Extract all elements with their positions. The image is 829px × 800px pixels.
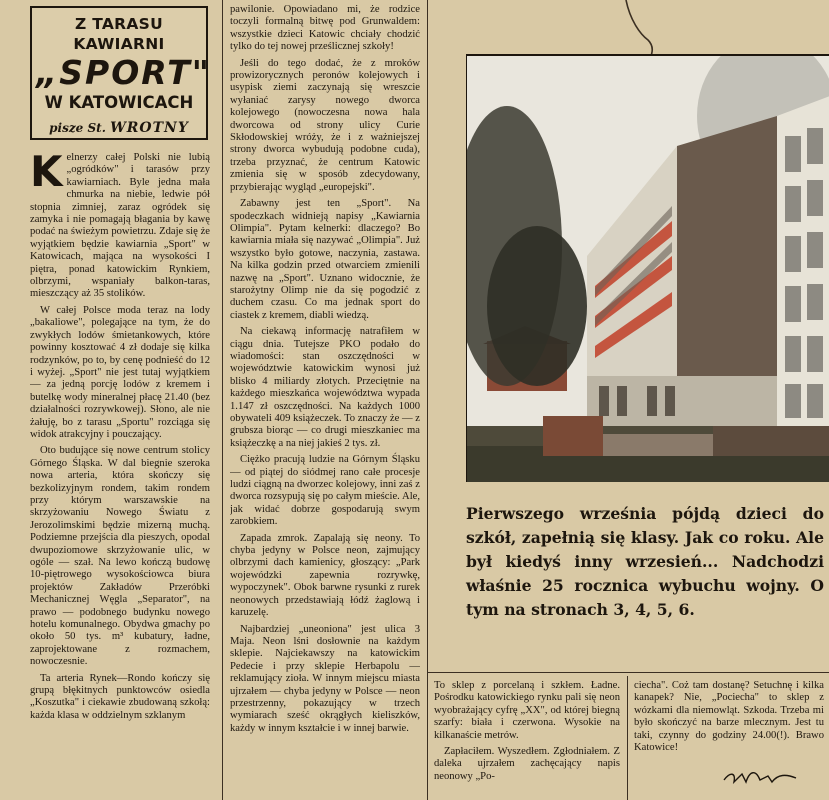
paragraph-1: To sklep z porcelaną i szkłem. Ładne. Pośrodku katowickiego rynku pali się neon wyobrażający cyfrę „XX", od której biegną szarfy: biała i czerwona. Wysokie na kilkanaście metrów. (434, 680, 620, 741)
school-building-photo (466, 54, 829, 482)
paragraph-3: Oto budujące się nowe centrum stolicy Górnego Śląska. W dal biegnie szeroka nowa arteria, która skończy się bezkolizyjnym rondem, takim rondem przy którym warszawskie na skrzyżowaniu Nowego Światu z Jerozolimskimi będzie mizerną muchą. Podziemne przejścia dla pieszych, opodal dwupoziomowe skrzyżowanie ulic, w ogóle — szał. Na lewo kończą budowę 10-piętrowego wysokościowca biura projektów Zakładów Przeróbki Mechanicznej Węgla „Separator", na prawo — podobnego budynku nowego hotelu komunalnego. Obydwa gmachy po około 50 tys. m³ kubatury, ładne, zaprojektowane z rozmachem, nowoczesnie. (30, 445, 210, 668)
column-rule-3 (627, 676, 628, 800)
byline-prefix: pisze St. (49, 121, 106, 135)
paragraph-7: Najbardziej „uneoniona" jest ulica 3 Maja. Neon lśni dosłownie na każdym sklepie. Najciekawszy na katowickim Pedecie i przy sklepie Herbapolu — reklamujący zioła. W innym miejscu miasta ujrzałem — chyba jedyny w Polsce — neon przestrzenny, pokazujący w trzech wymiarach sześć okrągłych kieliszków, każdy w innym kształcie i w innej barwie. (230, 623, 420, 734)
title-sport: „SPORT" (36, 53, 211, 92)
paragraph-5: Ciężko pracują ludzie na Górnym Śląsku — od piątej do siódmej rano całe procesje ludzi ciągną na dworzec kolejowy, inni zaś z dworca rozsypują się po całym mieście. Ale, jak widać dobrze gospodarują swym zarobkiem. (230, 454, 420, 528)
paragraph-2: W całej Polsce moda teraz na lody „bakaliowe", polegające na tym, że do zwykłych lodów śmietankowych, które powinny kosztować 4 zł dodaje się kilka rodzynków, po to, by cenę podnieść do 12 i wyżej. „Sport" nie jest tutaj wyjątkiem — za jedną porcję lodów z kremem i butelkę wody mineralnej płacę 21.40 (bez działalności rozrywkowej). Słono, ale nie żałuję, bo z tarasu „Sportu" rozciąga się widok atrakcyjny i pouczający. (30, 304, 210, 440)
paragraph-4: Na ciekawą informację natrafiłem w ciągu dnia. Tutejsze PKO podało do wiadomości: stan oszczędności w województwie katowickim wynosi już blisko 4 miliardy złotych. Przeciętnie na każdego mieszkańca województwa wypada 1.147 zł oszczędności. Na każdych 1000 obywateli 409 książeczek. To znaczy że — z grubsza biorąc — co drugi mieszkaniec ma książeczkę a na niej jakieś 2 tys. zł. (230, 326, 420, 449)
paragraph-1: Kelnerzy całej Polski nie lubią „ogródków" i tarasów przy kawiarniach. Byle jedna mała chmurka na niebie, ledwie pół stopnia zimniej, zaraz ogródek się zamyka i nie pomagają błagania by kawę podać na świeżym powietrzu. Zdaje się że wyjątkiem będzie kawiarnia „Sport" w Katowicach, mająca na wysokości I piętra, ponad katowickim Rynkiem, olbrzymi, wspaniały balkon-taras, mieszczący aż 35 stolików. (30, 152, 210, 300)
article-title-box (30, 6, 211, 140)
title-line-1: Z TARASU KAWIARNI (73, 15, 165, 53)
drop-cap: K (30, 152, 63, 196)
paragraph-2: Jeśli do tego dodać, że z mroków prowizorycznych peronów kolejowych i usypisk ziemi zaczynają się wreszcie wyłaniać zarysy nowego dworca kolejowego (nowoczesna nowa hala dworcowa od strony ulicy Curie Skłodowskiej wróży, że i z ważniejszej strony dworca wybudują podobne cuda), trzeba przyznać, że centrum Katowic zmienia się w sposób zdecydowany, przybierając wygląd „europejski". (230, 57, 420, 193)
paragraph-6: Zapada zmrok. Zapalają się neony. To chyba jedyny w Polsce neon, zajmujący olbrzymi dach kamienicy, głoszący: „Park wojewódzki zapewnia rozrywkę, wypoczynek". Obok barwne rysunki z rurek neonowych przedstawiają łódź żaglową i karuzelę. (230, 532, 420, 619)
column-rule-2 (427, 0, 428, 800)
paragraph-1: pawilonie. Opowiadano mi, że rodzice toczyli formalną bitwę pod Grunwaldem: wszystkie dzieci Katowic chciały chodzić tylko do tej nowej prześlicznej szkoły! (230, 4, 420, 53)
byline-author: WROTNY (110, 120, 189, 136)
column-2 (230, 4, 420, 800)
signature-mark (720, 766, 800, 788)
paragraph-2: Zapłaciłem. Wyszedłem. Zgłodniałem. Z daleka ujrzałem zachęcający napis neonowy „Po- (434, 746, 620, 782)
column-rule-1 (222, 0, 223, 800)
photo-caption: Pierwszego września pójdą dzieci do szkół, zapełnią się klasy. Jak co roku. Ale był kiedyś inny wrzesień... Nadchodzi właśnie 25 rocznica wybuchu wojny. O tym na stronach 3, 4, 5, 6. (466, 504, 824, 619)
column-1 (30, 152, 210, 800)
column-3 (434, 680, 620, 800)
paragraph-4: Ta arteria Rynek—Rondo kończy się grupą błękitnych punktowców osiedla „Koszutka" i ciekawie zbudowaną szkołą: każda klasa w oddzielnym szklanym (30, 672, 210, 721)
pencil-scribble (620, 0, 660, 60)
photo-illustration (467, 56, 829, 482)
title-line-3: W KATOWICACH (44, 93, 194, 112)
bottom-rule (428, 672, 829, 673)
byline (36, 120, 202, 136)
paragraph-3: Zabawny jest ten „Sport". Na spodeczkach widnieją napisy „Kawiarnia Olimpia". Pytam kelnerki: dlaczego? Bo kawiarnia miała się nazywać „Olimpia". Już wszystko było gotowe, naczynia, zastawa. Na kilka godzin przed otwarciem zmienili nazwę na „Sport". Uznano widocznie, że starożytny Olimp nie da się pogodzić z duchem czasu. Co ma jednak sport do ciastek z kremem, diabli wiedzą. (230, 198, 420, 321)
paragraph-1: ciecha". Coż tam dostanę? Setuchnę i kilka kanapek? Nie, „Pociecha" to sklep z wózkami dla niemowląt. Szkoda. Trzeba mi było skończyć na barze mlecznym. Jest tu taki, czynny do godziny 24.00(!). Brawo Katowice! (634, 680, 824, 754)
column-4 (634, 680, 824, 762)
